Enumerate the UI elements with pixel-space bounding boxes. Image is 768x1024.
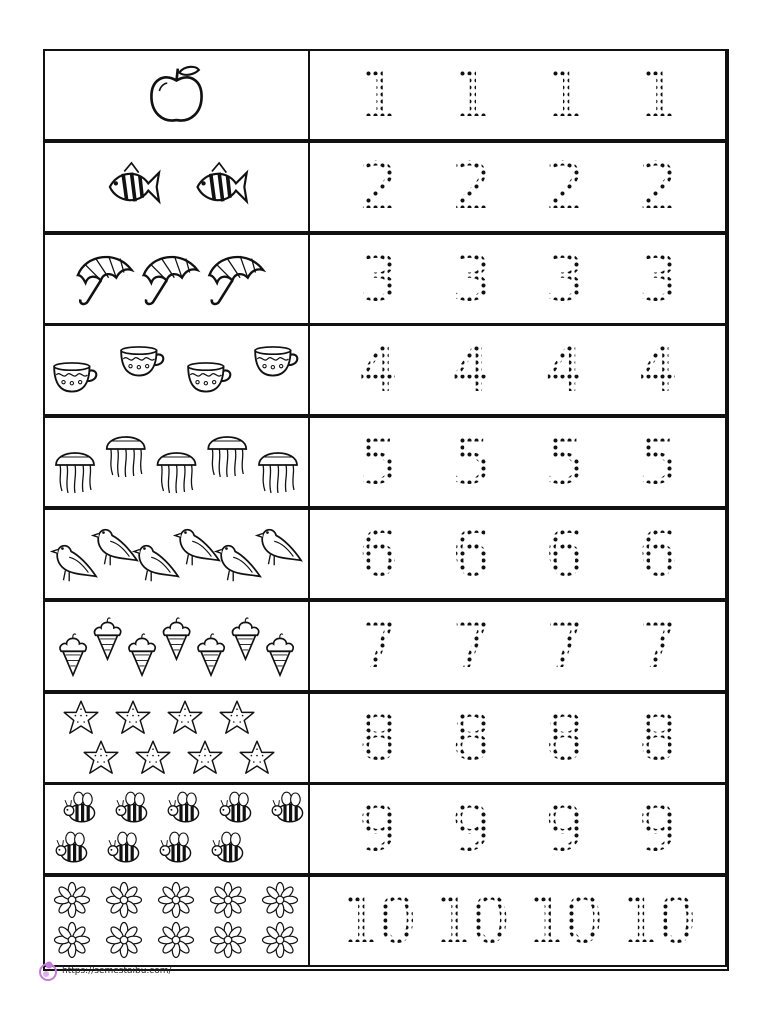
dotted-number-6: 6 <box>544 517 582 591</box>
tracing-cell <box>308 508 727 600</box>
dotted-number-1: 1 <box>451 58 489 132</box>
picture-cell <box>43 324 310 416</box>
picture-cell <box>43 416 310 508</box>
dotted-number-2: 2 <box>638 149 675 224</box>
bird-icon <box>257 530 301 566</box>
dotted-number-4: 4 <box>358 333 395 408</box>
dotted-number-6: 6 <box>638 517 675 591</box>
tracing-cell <box>308 49 727 141</box>
bee-icon <box>212 833 242 863</box>
bird-icon <box>52 546 96 582</box>
bee-icon <box>168 793 198 823</box>
worksheet-row <box>43 416 729 508</box>
bird-icon <box>93 530 137 566</box>
picture-cell <box>43 600 310 692</box>
tracing-cell <box>308 875 727 967</box>
tracing-cell <box>308 600 727 692</box>
flower-icon <box>55 883 90 918</box>
flower-icon <box>211 883 246 918</box>
flower-icon <box>263 883 298 918</box>
dotted-number-7: 7 <box>358 608 395 683</box>
jellyfish-icon <box>158 453 196 493</box>
dotted-number-8: 8 <box>638 700 675 775</box>
starfish-icon <box>168 701 202 733</box>
footer <box>38 960 172 982</box>
tracing-cell <box>308 692 727 784</box>
picture-cell <box>43 692 310 784</box>
teacup-icon <box>255 347 297 376</box>
starfish-icon <box>64 701 98 733</box>
umbrella-icon <box>144 256 198 304</box>
dotted-number-3: 3 <box>358 241 395 316</box>
worksheet-row <box>43 508 729 600</box>
worksheet-row <box>43 875 729 967</box>
starfish-icon <box>116 701 150 733</box>
dotted-number-8: 8 <box>544 700 582 775</box>
dotted-number-9: 9 <box>638 792 675 867</box>
worksheet-row <box>43 692 729 784</box>
bee-icon <box>56 833 86 863</box>
dotted-number-9: 9 <box>544 792 582 867</box>
tracing-cell <box>308 141 727 233</box>
dotted-number-10: 10 <box>433 884 507 959</box>
bird-icon <box>216 546 260 582</box>
teacup-icon <box>54 363 96 392</box>
tracing-cell <box>308 233 727 325</box>
flower-icon <box>211 923 246 958</box>
apple-icon <box>151 67 201 121</box>
jellyfish-icon <box>259 453 297 493</box>
bee-icon <box>64 793 94 823</box>
dotted-number-5: 5 <box>544 425 582 500</box>
bee-icon <box>116 793 146 823</box>
starfish-icon <box>240 741 274 773</box>
starfish-icon <box>220 701 254 733</box>
teacup-icon <box>188 363 230 392</box>
worksheet-row <box>43 233 729 325</box>
dotted-number-5: 5 <box>451 425 489 500</box>
flower-icon <box>263 923 298 958</box>
fish-icon <box>110 163 159 201</box>
worksheet-row <box>43 783 729 875</box>
dotted-number-1: 1 <box>638 58 675 132</box>
dotted-number-8: 8 <box>358 700 395 775</box>
ice-cream-icon <box>198 634 224 675</box>
flower-icon <box>159 883 194 918</box>
worksheet-row <box>43 600 729 692</box>
fish-icon <box>198 163 247 201</box>
flower-icon <box>159 923 194 958</box>
dotted-number-9: 9 <box>358 792 395 867</box>
dotted-number-8: 8 <box>451 700 489 775</box>
picture-cell <box>43 783 310 875</box>
starfish-icon <box>84 741 118 773</box>
picture-cell <box>43 141 310 233</box>
bird-icon <box>134 546 178 582</box>
dotted-number-5: 5 <box>358 425 395 500</box>
ice-cream-icon <box>129 634 155 675</box>
starfish-icon <box>188 741 222 773</box>
dotted-number-7: 7 <box>451 608 489 683</box>
dotted-number-2: 2 <box>451 149 489 224</box>
ice-cream-icon <box>164 618 190 659</box>
dotted-number-2: 2 <box>358 149 395 224</box>
dotted-number-6: 6 <box>451 517 489 591</box>
bee-icon <box>160 833 190 863</box>
dotted-number-10: 10 <box>339 884 414 959</box>
bee-icon <box>108 833 138 863</box>
semestaibu-logo-icon <box>38 959 58 983</box>
dotted-number-7: 7 <box>544 608 582 683</box>
footer-url[interactable]: https://semestaibu.com/ <box>62 966 172 976</box>
dotted-number-10: 10 <box>526 884 600 959</box>
dotted-number-6: 6 <box>358 517 395 591</box>
dotted-number-4: 4 <box>638 333 675 408</box>
dotted-number-1: 1 <box>358 58 395 132</box>
dotted-number-3: 3 <box>544 241 582 316</box>
bee-icon <box>220 793 250 823</box>
tracing-worksheet <box>43 49 729 971</box>
bee-icon <box>272 793 302 823</box>
dotted-number-3: 3 <box>638 241 675 316</box>
tracing-cell <box>308 416 727 508</box>
dotted-number-2: 2 <box>544 149 582 224</box>
dotted-number-10: 10 <box>619 884 694 959</box>
picture-cell <box>43 875 310 967</box>
ice-cream-icon <box>95 618 121 659</box>
ice-cream-icon <box>267 634 293 675</box>
worksheet-row <box>43 141 729 233</box>
worksheet-row <box>43 324 729 416</box>
jellyfish-icon <box>208 437 246 477</box>
dotted-number-7: 7 <box>638 608 675 683</box>
tracing-cell <box>308 324 727 416</box>
worksheet-row <box>43 49 729 141</box>
flower-icon <box>107 883 142 918</box>
picture-cell <box>43 49 310 141</box>
dotted-number-9: 9 <box>451 792 489 867</box>
picture-cell <box>43 508 310 600</box>
umbrella-icon <box>209 256 263 304</box>
dotted-number-1: 1 <box>544 58 582 132</box>
dotted-number-4: 4 <box>451 333 489 408</box>
tracing-cell <box>308 783 727 875</box>
jellyfish-icon <box>56 453 94 493</box>
teacup-icon <box>121 347 163 376</box>
umbrella-icon <box>78 256 132 304</box>
starfish-icon <box>136 741 170 773</box>
dotted-number-5: 5 <box>638 425 675 500</box>
dotted-number-4: 4 <box>544 333 582 408</box>
jellyfish-icon <box>107 437 145 477</box>
bird-icon <box>175 530 219 566</box>
ice-cream-icon <box>60 634 86 675</box>
ice-cream-icon <box>233 618 259 659</box>
picture-cell <box>43 233 310 325</box>
flower-icon <box>107 923 142 958</box>
dotted-number-3: 3 <box>451 241 489 316</box>
flower-icon <box>55 923 90 958</box>
